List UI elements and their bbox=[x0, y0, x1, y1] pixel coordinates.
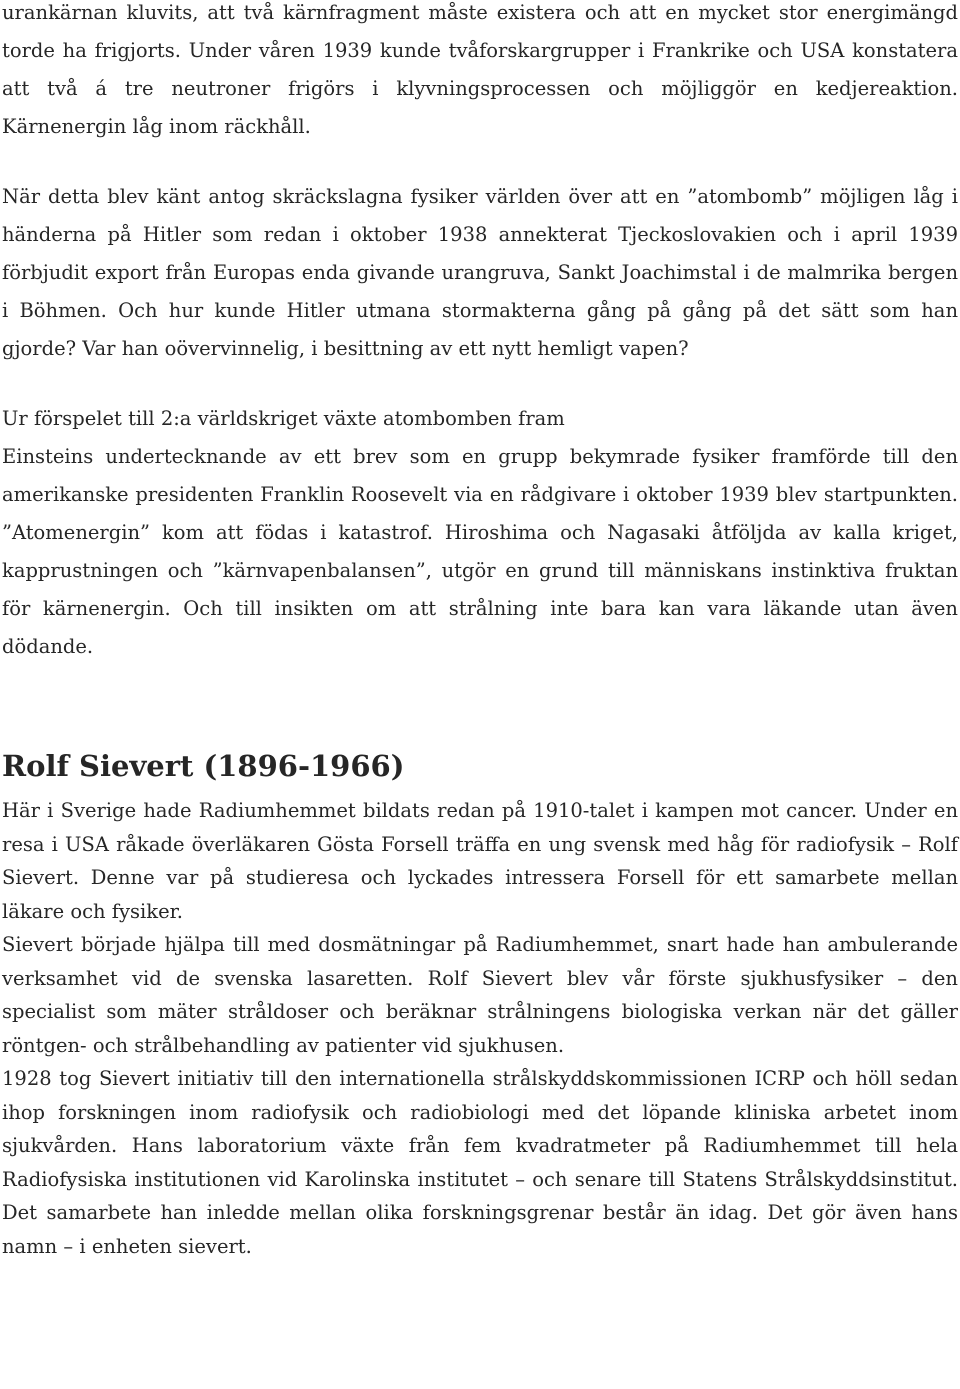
paragraph-atombomb-fear: När detta blev känt antog skräckslagna fysiker världen över att en ”atombomb” möjligen låg i händerna på Hitler som redan i oktober 1938 annekterat Tjeckoslovakien och i april 1939 förbjudit export från Europas enda givande urangruva, Sankt Joachimstal i de malmrika bergen i Böhmen. Och hur kunde Hitler utmana stormakterna gång på gång på det sätt som han gjorde? Var han oövervinnelig, i besittning av ett nytt hemligt vapen? bbox=[2, 185, 958, 360]
paragraph-lead-line: Ur förspelet till 2:a världskriget växte atombomben fram bbox=[2, 407, 565, 430]
paragraph-fission: urankärnan kluvits, att två kärnfragment måste existera och att en mycket stor energimängd torde ha frigjorts. Under våren 1939 kunde tvåforskargrupper i Frankrike och USA konstatera att två á tre neutroner frigörs i klyvningsprocessen och möjliggör en kedjereaktion. Kärnenergin låg inom räckhåll. bbox=[2, 1, 958, 138]
paragraph-radiumhemmet: Här i Sverige hade Radiumhemmet bildats redan på 1910-talet i kampen mot cancer. Under en resa i USA råkade överläkaren Gösta Forsell träffa en ung svensk med håg för radiofysik – Rolf Sievert. Denne var på studieresa och lyckades intressera Forsell för ett samarbete mellan läkare och fysiker. bbox=[2, 799, 958, 923]
paragraph-einstein bbox=[2, 400, 958, 666]
section-heading: Rolf Sievert (1896-1966) bbox=[2, 749, 405, 783]
paragraph-einstein-body: Einsteins undertecknande av ett brev som en grupp bekymrade fysiker framförde till den amerikanske presidenten Franklin Roosevelt via en rådgivare i oktober 1939 blev startpunkten. ”Atomenergin” kom att födas i katastrof. Hiroshima och Nagasaki åtföljda av kalla kriget, kapprustningen och ”kärnvapenbalansen”, utgör en grund till människans instinktiva fruktan för kärnenergin. Och till insikten om att strålning inte bara kan vara läkande utan även dödande. bbox=[2, 445, 958, 658]
paragraph-sjukhusfysiker: Sievert började hjälpa till med dosmätningar på Radiumhemmet, snart hade han ambulerande verksamhet vid de svenska lasaretten. Rolf Sievert blev vår förste sjukhusfysiker – den specialist som mäter stråldoser och beräknar strålningens biologiska verkan när det gäller röntgen- och strålbehandling av patienter vid sjukhusen. bbox=[2, 933, 958, 1057]
paragraph-icrp: 1928 tog Sievert initiativ till den internationella strålskyddskommissionen ICRP och höll sedan ihop forskningen inom radiofysik och radiobiologi med det löpande kliniska arbetet inom sjukvården. Hans laboratorium växte från fem kvadratmeter på Radiumhemmet till hela Radiofysiska institutionen vid Karolinska institutet – och senare till Statens Strålskyddsinstitut. Det samarbete han inledde mellan olika forskningsgrenar består än idag. Det gör även hans namn – i enheten sievert. bbox=[2, 1067, 958, 1258]
